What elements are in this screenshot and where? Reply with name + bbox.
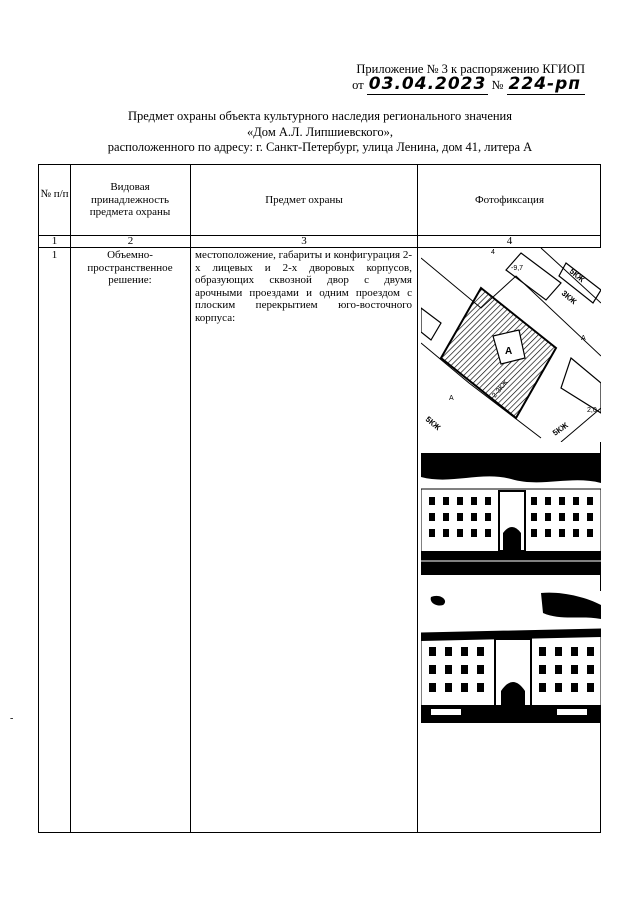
col-number: 4	[506, 235, 513, 247]
map-label: 5КЖ	[423, 414, 443, 433]
protection-table	[38, 164, 601, 833]
header-subject: Предмет охраны	[265, 194, 343, 206]
title-line-2: «Дом А.Л. Липшиевского»,	[247, 124, 393, 139]
map-label: А	[581, 335, 586, 342]
facade-photo-1	[421, 453, 601, 575]
tree-shadow	[541, 593, 601, 619]
facade-drawing-1	[421, 453, 601, 575]
appendix-date: 03.04.2023	[368, 74, 487, 94]
building-letter: А	[505, 346, 513, 357]
facade-photo-2	[421, 591, 601, 723]
column-divider	[190, 165, 191, 832]
arch	[503, 527, 521, 551]
map-label: 3КЖ	[559, 288, 579, 307]
appendix-number: 224-рп	[507, 74, 585, 95]
header-no: № п/п	[40, 188, 69, 200]
row-subject: местоположение, габариты и конфигурация 2-х лицевых и 2-х дворовых корпусов, образующих сквозной двор с двумя арочными проездами и одним проездом с плоским перекрытием юго-восточного корпуса:	[195, 249, 412, 324]
neighbour-building	[561, 358, 601, 413]
sky-clouds	[421, 453, 601, 483]
header-photo: Фотофиксация	[474, 194, 545, 206]
col-number: 3	[301, 235, 307, 247]
facade-drawing-2	[421, 591, 601, 723]
appendix-reference	[352, 62, 585, 92]
row-no: 1	[51, 249, 58, 261]
street-level	[421, 551, 601, 575]
title-line-3: расположенного по адресу: г. Санкт-Петербург, улица Ленина, дом 41, литера А	[107, 140, 533, 154]
document-title	[40, 109, 600, 156]
map-label: 2,0	[587, 407, 597, 414]
map-drawing	[421, 248, 601, 442]
col-number: 2	[127, 235, 134, 247]
appendix-date-line	[352, 74, 585, 94]
map-label: 5КЖ	[567, 266, 587, 285]
row-type: Объемно-пространственное решение:	[87, 249, 173, 286]
neighbour-building	[421, 308, 441, 340]
appendix-title: Приложение № 3 к распоряжению КГИОП	[356, 62, 585, 76]
map-label: 5КЖ	[550, 420, 570, 438]
map-label: -9,7	[511, 265, 524, 272]
column-divider	[70, 165, 71, 832]
col-number: 1	[51, 235, 58, 247]
header-type: Видовая принадлежность предмета охраны	[89, 181, 171, 218]
appendix-number-sign: №	[491, 78, 504, 92]
map-label: А	[449, 395, 454, 402]
column-divider	[417, 165, 418, 832]
title-line-1: Предмет охраны объекта культурного наследия регионального значения	[127, 109, 512, 123]
map-fragment	[421, 248, 601, 442]
map-label: 4	[491, 249, 495, 256]
map-label: 2-3КЖ	[491, 378, 510, 400]
appendix-from: от	[352, 78, 364, 92]
stray-mark: -	[10, 713, 14, 724]
